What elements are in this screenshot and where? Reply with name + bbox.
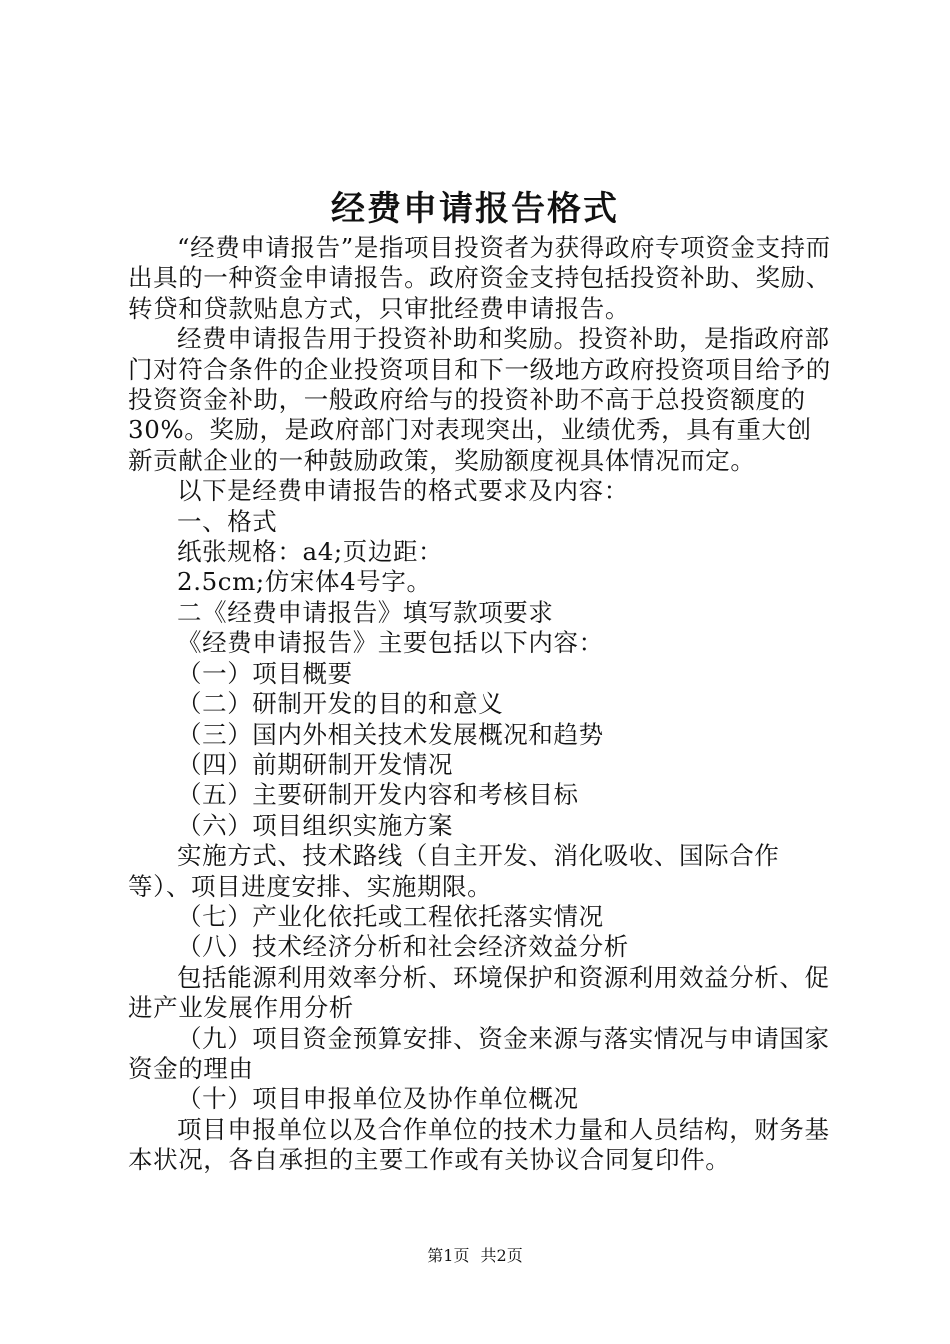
page-total: 共2页 <box>480 1246 523 1265</box>
list-item-detail: 包括能源利用效率分析、环境保护和资源利用效益分析、促进产业发展作用分析 <box>128 962 830 1023</box>
paragraph-intro: “经费申请报告”是指项目投资者为获得政府专项资金支持而出具的一种资金申请报告。政府资金支持包括投资补助、奖励、转贷和贷款贴息方式，只审批经费申请报告。 <box>128 233 831 323</box>
list-item: （十）项目申报单位及协作单位概况 <box>177 1084 579 1114</box>
list-item: （六）项目组织实施方案 <box>177 810 454 840</box>
page-footer <box>0 1244 950 1268</box>
list-item: （四）前期研制开发情况 <box>177 749 454 779</box>
list-item: （三）国内外相关技术发展概况和趋势 <box>177 719 604 749</box>
list-item: （八）技术经济分析和社会经济效益分析 <box>177 932 629 962</box>
document-title: 经费申请报告格式 <box>331 189 619 229</box>
list-item: （五）主要研制开发内容和考核目标 <box>177 780 579 810</box>
list-item: （七）产业化依托或工程依托落实情况 <box>177 901 604 931</box>
format-line-font: 2.5cm;仿宋体4号字。 <box>177 567 432 597</box>
format-line-paper: 纸张规格：a4;页边距： <box>177 537 444 567</box>
document-body <box>128 233 836 1176</box>
requirements-lead-in: 《经费申请报告》主要包括以下内容： <box>177 628 604 658</box>
list-item-detail: 实施方式、技术路线（自主开发、消化吸收、国际合作等）、项目进度安排、实施期限。 <box>128 841 780 901</box>
paragraph-usage: 经费申请报告用于投资补助和奖励。投资补助，是指政府部门对符合条件的企业投资项目和下一级地方政府投资项目给予的投资资金补助，一般政府给与的投资补助不高于总投资额度的30%。奖励，是政府部门对表现突出，业绩优秀，具有重大创新贡献企业的一种鼓励政策，奖励额度视具体情况而定。 <box>128 324 831 475</box>
list-item: （一）项目概要 <box>177 658 353 688</box>
list-item-detail: 项目申报单位以及合作单位的技术力量和人员结构，财务基本状况，各自承担的主要工作或有关协议合同复印件。 <box>128 1114 830 1175</box>
list-item: （二）研制开发的目的和意义 <box>177 689 504 719</box>
section-heading-format: 一、格式 <box>177 506 278 536</box>
section-heading-requirements: 二《经费申请报告》填写款项要求 <box>177 597 554 627</box>
paragraph-lead-in: 以下是经费申请报告的格式要求及内容： <box>177 476 629 506</box>
page-number: 第1页 <box>427 1246 470 1265</box>
list-item: （九）项目资金预算安排、资金来源与落实情况与申请国家资金的理由 <box>128 1023 830 1083</box>
